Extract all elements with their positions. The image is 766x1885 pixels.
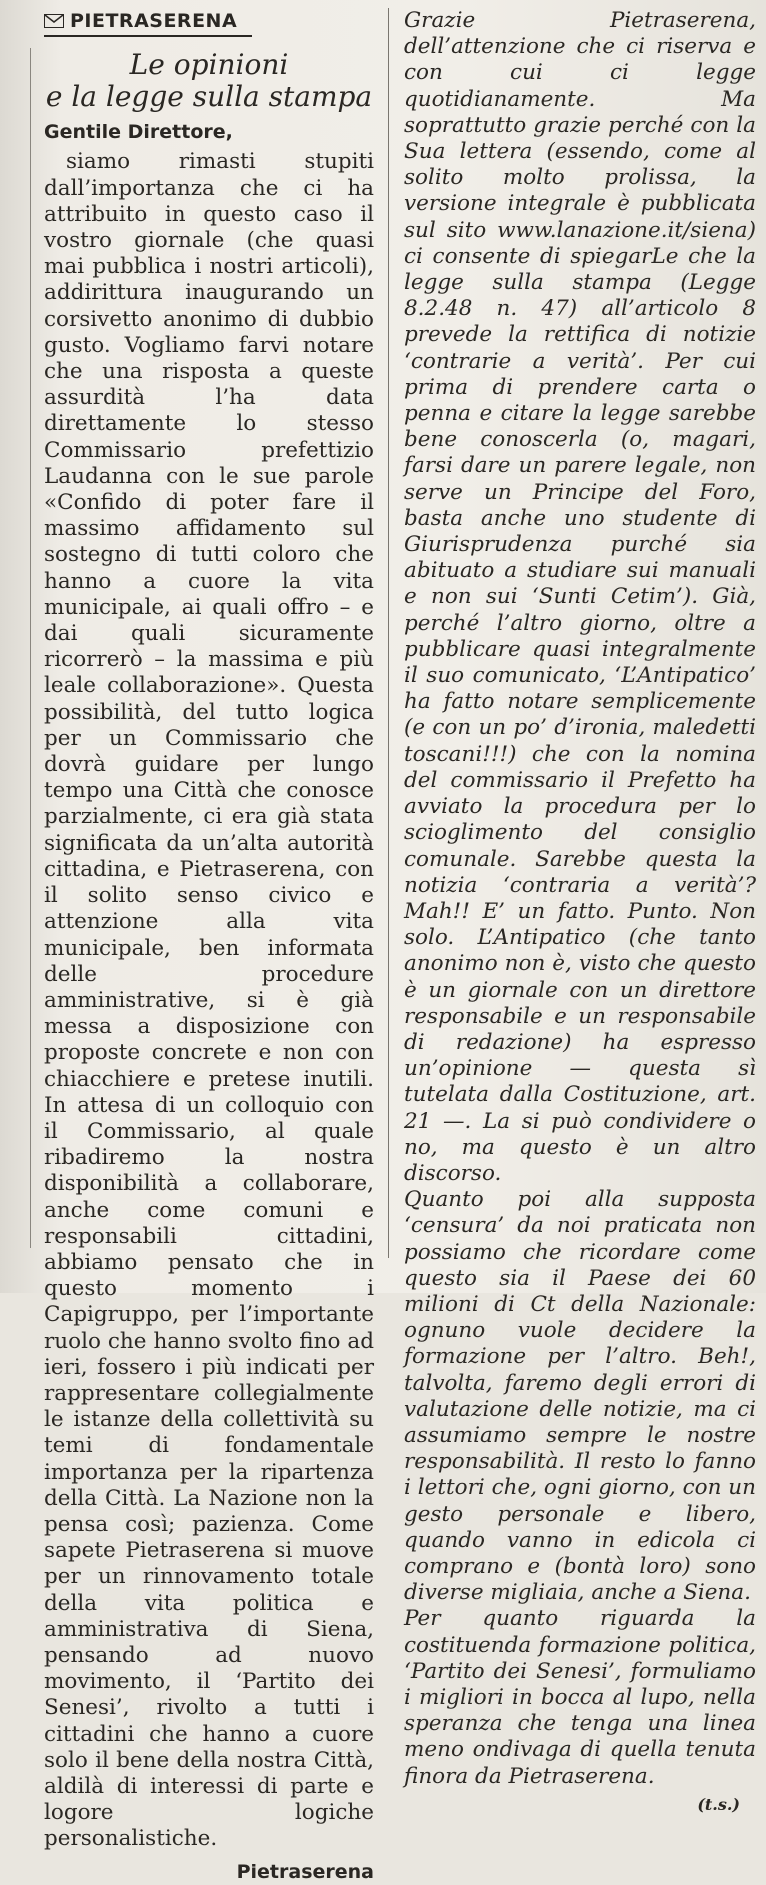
reply-column xyxy=(404,8,756,1818)
letter-signature: Pietraserena xyxy=(236,1860,374,1883)
letter-column xyxy=(44,8,374,1885)
reply-paragraph-2: Quanto poi alla supposta ‘censura’ da noi praticata non possiamo che ricordare come questo sia il Paese dei 60 milioni di Ct della Nazionale: ognuno vuole decidere la formazione per l’altro. Beh!, talvolta, faremo degli errori di valutazione delle notizie, ma ci assumiamo sempre le nostre responsabilità. Il resto lo fanno i lettori che, ogni giorno, con un gesto personale e libero, quando vanno in edicola ci comprano e (bontà loro) sono diverse migliaia, anche a Siena. xyxy=(404,1187,756,1606)
headline-line-1: Le opinioni xyxy=(129,48,289,82)
section-label: PIETRASERENA xyxy=(70,10,238,32)
envelope-icon xyxy=(44,14,64,28)
headline xyxy=(44,49,374,113)
salutation: Gentile Direttore, xyxy=(44,121,233,144)
reply-paragraph-3: Per quanto riguarda la costituenda formazione politica, ‘Partito dei Senesi’, formuliamo i migliori in bocca al lupo, nella speranza che tenga una linea meno ondivaga di quella tenuta finora da Pietraserena. xyxy=(404,1606,756,1789)
letter-body: siamo rimasti stupiti dall’importanza che ci ha attribuito in questo caso il vostro giornale (che quasi mai pubblica i nostri articoli), addirittura inaugurando un corsivetto anonimo di dubbio gusto. Vogliamo farvi notare che una risposta a queste assurdità l’ha data direttamente lo stesso Commissario prefettizio Laudanna con le sue parole «Confido di poter fare il massimo affidamento sul sostegno di tutti coloro che hanno a cuore la vita municipale, ai quali offro – e dai quali sicuramente ricorrerò – la massima e più leale collaborazione». Questa possibilità, del tutto logica per un Commissario che dovrà guidare per lungo tempo una Città che conosce parzialmente, ci era già stata significata da un’alta autorità cittadina, e Pietraserena, con il solito senso civico e attenzione alla vita municipale, ben informata delle procedure amministrative, si è già messa a disposizione con proposte concrete e non con chiacchiere e pretese inutili. In attesa di un colloquio con il Commissario, al quale ribadiremo la nostra disponibilità a collaborare, anche come comuni e responsabili cittadini, abbiamo pensato che in questo momento i Capigruppo, per l’importante ruolo che hanno svolto fino ad ieri, fossero i più indicati per rappresentare collegialmente le istanze della collettività su temi di fondamentale importanza per la ripartenza della Città. La Nazione non la pensa così; pazienza. Come sapete Pietraserena si muove per un rinnovamento totale della vita politica e amministrativa di Siena, pensando ad nuovo movimento, il ‘Partito dei Senesi’, rivolto a tutti i cittadini che hanno a cuore solo il bene della nostra Città, aldilà di interessi di parte e logore logiche personalistiche. xyxy=(44,149,374,1852)
column-divider xyxy=(30,48,31,1248)
section-header xyxy=(44,8,252,37)
reply-initials: (t.s.) xyxy=(697,1794,740,1814)
reply-paragraph-1: Grazie Pietraserena, dell’attenzione che ci riserva e con cui ci legge quotidianamente. Ma soprattutto grazie perché con la Sua lettera (essendo, come al solito molto prolissa, la versione integrale è pubblicata sul sito www.lanazione.it/siena) ci consente di spiegarLe che la legge sulla stampa (Legge 8.2.48 n. 47) all’articolo 8 prevede la rettifica di notizie ‘contrarie a verità’. Per cui prima di prendere carta o penna e citare la legge sarebbe bene conoscerla (o, magari, farsi dare un parere legale, non serve un Principe del Foro, basta anche uno studente di Giurisprudenza purché sia abituato a studiare sui manuali e non sui ‘Sunti Cetim’). Già, perché l’altro giorno, oltre a pubblicare quasi integralmente il suo comunicato, ‘L’Antipatico’ ha fatto notare semplicemente (e con un po’ d’ironia, maledetti toscani!!!) che con la nomina del commissario il Prefetto ha avviato la procedura per lo scioglimento del consiglio comunale. Sarebbe questa la notizia ‘contraria a verità’? Mah!! E’ un fatto. Punto. Non solo. L’Antipatico (che tanto anonimo non è, visto che questo è un giornale con un direttore responsabile e un responsabile di redazione) ha espresso un’opinione — questa sì tutelata dalla Costituzione, art. 21 —. La si può condividere o no, ma questo è un altro discorso. xyxy=(404,8,756,1186)
headline-line-2: e la legge sulla stampa xyxy=(45,80,373,114)
column-divider xyxy=(388,8,389,1258)
